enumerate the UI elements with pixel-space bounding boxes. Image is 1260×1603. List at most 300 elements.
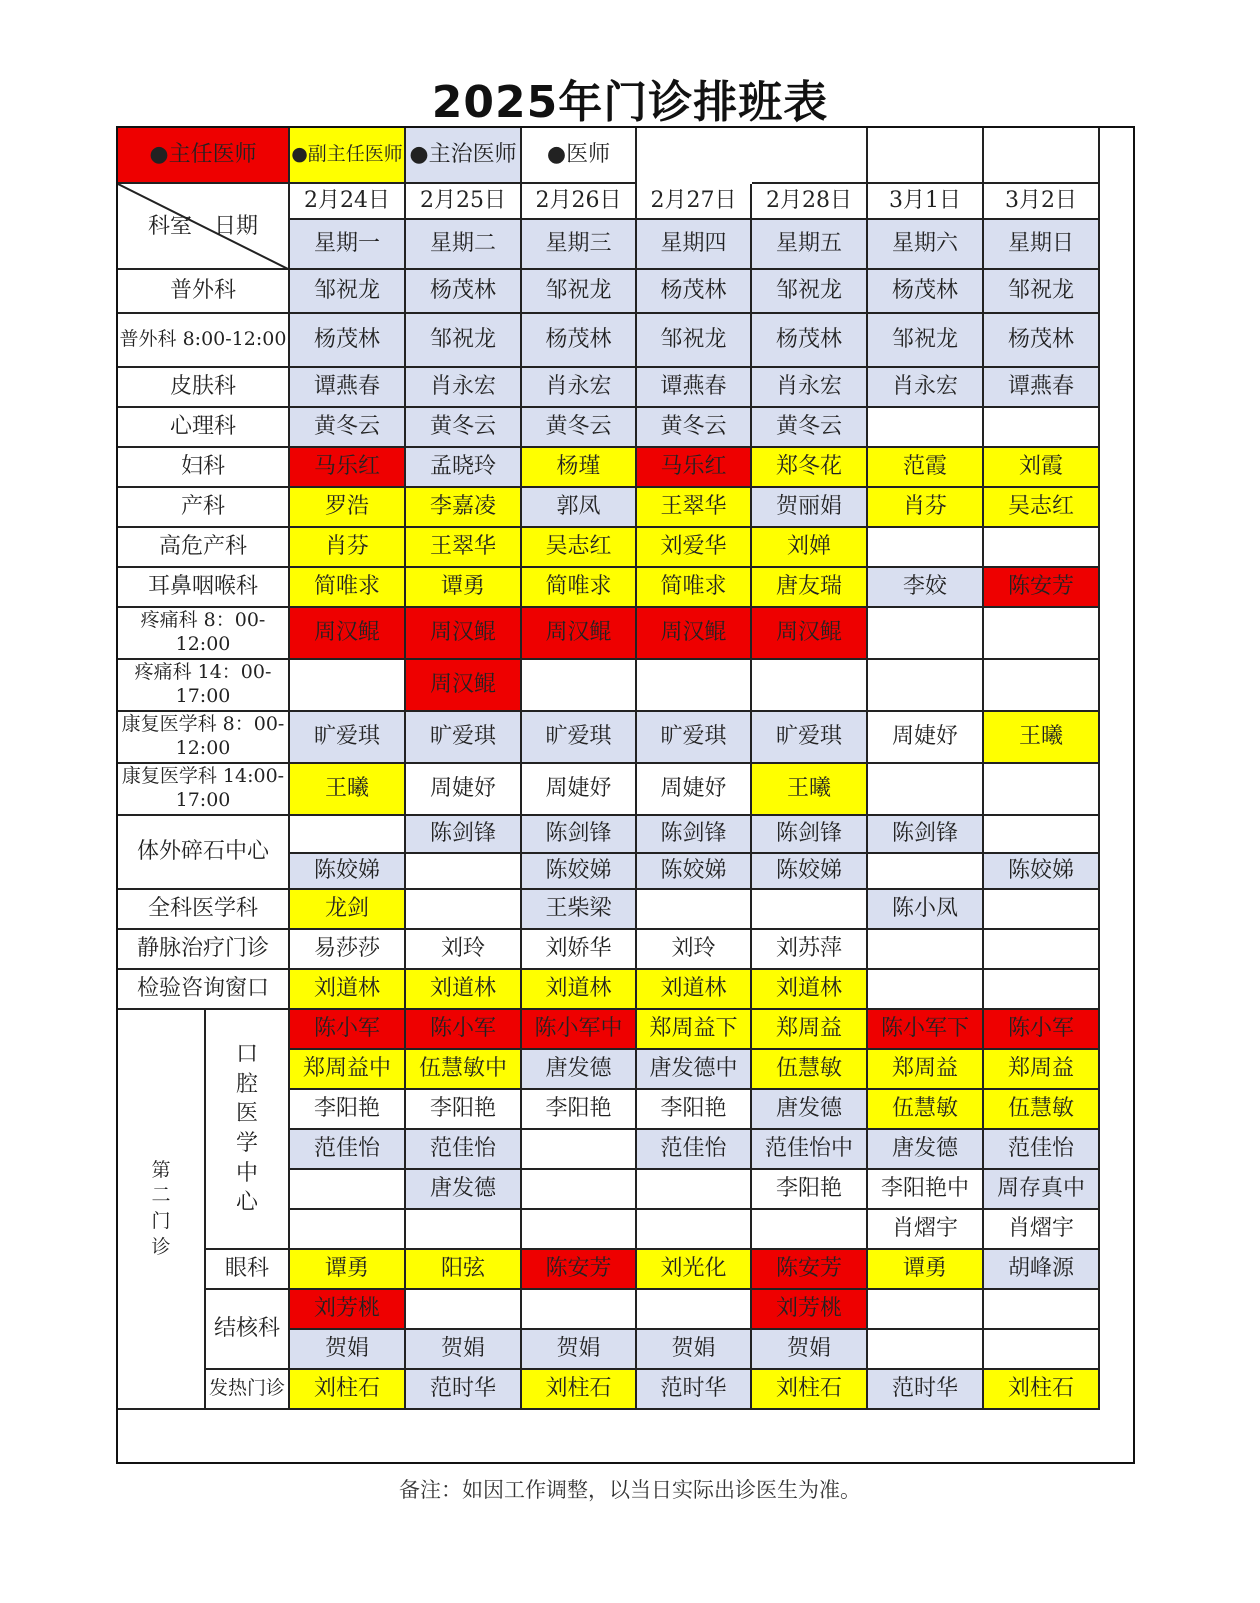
schedule-cell-text: 唐发德 (775, 1096, 842, 1122)
schedule-cell (637, 528, 752, 568)
schedule-cell (637, 608, 752, 660)
schedule-cell (522, 1330, 637, 1370)
schedule-cell-text: 李阳艳 (429, 1096, 496, 1122)
schedule-cell-text: 阳弦 (440, 1256, 485, 1282)
schedule-cell-text: 周汉鲲 (545, 620, 612, 646)
schedule-cell (868, 528, 984, 568)
schedule-cell (868, 1370, 984, 1410)
schedule-cell (290, 660, 406, 712)
schedule-cell-text: 杨茂林 (775, 327, 842, 353)
schedule-cell-text: 肖永宏 (775, 374, 842, 400)
dept-label (118, 270, 290, 314)
date-header-text: 2月24日 (304, 188, 390, 214)
schedule-cell (868, 270, 984, 314)
dept-label (118, 368, 290, 408)
dept-label-text: 康复医学科 14:00-17:00 (121, 765, 285, 811)
schedule-cell-text: 李阳艳 (660, 1096, 727, 1122)
schedule-cell (290, 1210, 406, 1250)
schedule-cell-text: 郑周益 (1007, 1056, 1074, 1082)
schedule-cell (637, 488, 752, 528)
schedule-cell (290, 314, 406, 368)
schedule-cell (406, 1290, 522, 1330)
schedule-cell-text: 简唯求 (660, 574, 727, 600)
schedule-cell (522, 368, 637, 408)
schedule-cell-text: 李阳艳中 (880, 1176, 969, 1202)
legend-item (406, 128, 522, 184)
schedule-cell (406, 712, 522, 764)
weekday-header (637, 220, 752, 270)
schedule-cell-text: 吴志红 (1007, 494, 1074, 520)
weekday-header (868, 220, 984, 270)
header-corner (118, 184, 290, 270)
schedule-cell-text: 唐发德 (891, 1136, 958, 1162)
schedule-cell-text: 刘柱石 (545, 1376, 612, 1402)
schedule-cell (984, 854, 1100, 890)
schedule-cell-text: 旷爱琪 (545, 724, 612, 750)
dept-label (118, 568, 290, 608)
schedule-cell (637, 1010, 752, 1050)
dept-label-text: 妇科 (180, 454, 225, 480)
schedule-cell (752, 1050, 868, 1090)
schedule-cell-text: 肖熠宇 (1007, 1216, 1074, 1242)
schedule-cell (868, 1090, 984, 1130)
schedule-cell-text: 范佳怡 (660, 1136, 727, 1162)
schedule-cell-text: 陈剑锋 (545, 821, 612, 847)
schedule-cell (522, 568, 637, 608)
schedule-cell (984, 1130, 1100, 1170)
schedule-cell-text: 谭勇 (902, 1256, 947, 1282)
schedule-cell-text: 杨茂林 (313, 327, 380, 353)
schedule-cell-text: 肖芬 (902, 494, 947, 520)
schedule-cell-text: 陈小凤 (891, 896, 958, 922)
schedule-cell (752, 1290, 868, 1330)
schedule-cell (984, 890, 1100, 930)
schedule-cell (868, 1130, 984, 1170)
schedule-cell-text: 周汉鲲 (775, 620, 842, 646)
schedule-cell (637, 712, 752, 764)
schedule-cell-text: 周婕妤 (891, 724, 958, 750)
schedule-cell (406, 1090, 522, 1130)
schedule-cell-text: 陈小军下 (880, 1016, 969, 1042)
schedule-cell-text: 伍慧敏 (775, 1056, 842, 1082)
schedule-cell-text: 陈小军 (313, 1016, 380, 1042)
schedule-cell-text: 黄冬云 (313, 414, 380, 440)
schedule-cell (290, 890, 406, 930)
schedule-cell (752, 448, 868, 488)
schedule-cell-text: 刘道林 (775, 976, 842, 1002)
schedule-cell (290, 764, 406, 816)
schedule-cell-text: 郑周益 (775, 1016, 842, 1042)
weekday-header-text: 星期一 (313, 231, 380, 257)
schedule-cell-text: 杨茂林 (545, 327, 612, 353)
schedule-cell-text: 刘玲 (671, 936, 716, 962)
schedule-cell (406, 1050, 522, 1090)
schedule-cell (637, 1090, 752, 1130)
date-header (406, 184, 522, 220)
schedule-cell (984, 1370, 1100, 1410)
schedule-cell (290, 1370, 406, 1410)
schedule-cell (522, 1090, 637, 1130)
schedule-cell (522, 270, 637, 314)
schedule-cell (522, 408, 637, 448)
schedule-cell (752, 1330, 868, 1370)
schedule-cell (406, 448, 522, 488)
schedule-cell-text: 伍慧敏中 (418, 1056, 507, 1082)
schedule-cell (752, 1250, 868, 1290)
dept-label-text: 静脉治疗门诊 (136, 936, 269, 962)
schedule-cell (752, 1210, 868, 1250)
schedule-cell (522, 608, 637, 660)
schedule-cell (522, 890, 637, 930)
schedule-cell (522, 1130, 637, 1170)
schedule-cell-text: 陈安芳 (775, 1256, 842, 1282)
schedule-cell (984, 448, 1100, 488)
schedule-cell (637, 930, 752, 970)
schedule-cell (290, 930, 406, 970)
schedule-cell-text: 周婕妤 (545, 776, 612, 802)
schedule-cell-text: 范时华 (891, 1376, 958, 1402)
schedule-cell-text: 肖芬 (324, 534, 369, 560)
schedule-cell-text: 郑周益中 (302, 1056, 391, 1082)
schedule-cell-text: 周汉鲲 (313, 620, 380, 646)
schedule-cell-text: 刘道林 (660, 976, 727, 1002)
weekday-header-text: 星期四 (660, 231, 727, 257)
schedule-cell (752, 488, 868, 528)
schedule-cell-text: 邹祝龙 (660, 327, 727, 353)
schedule-cell-text: 刘玲 (440, 936, 485, 962)
schedule-cell-text: 陈安芳 (1007, 574, 1074, 600)
schedule-cell (522, 1290, 637, 1330)
schedule-cell-text: 陈姣娣 (545, 858, 612, 884)
schedule-cell-text: 唐友瑞 (775, 574, 842, 600)
schedule-cell (868, 608, 984, 660)
schedule-cell-text: 陈姣娣 (1007, 858, 1074, 884)
schedule-cell (406, 528, 522, 568)
schedule-cell (290, 488, 406, 528)
schedule-cell (406, 930, 522, 970)
date-header-text: 2月28日 (766, 188, 852, 214)
schedule-cell-text: 肖永宏 (545, 374, 612, 400)
schedule-cell (290, 1170, 406, 1210)
schedule-cell (406, 368, 522, 408)
schedule-cell (868, 854, 984, 890)
dept-label-text: 耳鼻咽喉科 (147, 574, 258, 600)
schedule-cell (637, 1370, 752, 1410)
schedule-cell-text: 刘柱石 (1007, 1376, 1074, 1402)
schedule-cell (522, 488, 637, 528)
schedule-cell-text: 杨茂林 (891, 278, 958, 304)
schedule-cell-text: 王柴梁 (545, 896, 612, 922)
schedule-cell-text: 杨茂林 (660, 278, 727, 304)
schedule-cell-text: 陈姣娣 (775, 858, 842, 884)
schedule-cell-text: 吴志红 (545, 534, 612, 560)
schedule-cell (752, 368, 868, 408)
schedule-cell (868, 1050, 984, 1090)
schedule-cell-text: 旷爱琪 (429, 724, 496, 750)
schedule-cell-text: 李阳艳 (775, 1176, 842, 1202)
remark-note: 备注：如因工作调整，以当日实际出诊医生为准。 (399, 1478, 861, 1502)
schedule-cell-text: 邹祝龙 (1007, 278, 1074, 304)
schedule-cell (406, 1170, 522, 1210)
schedule-cell-text: 王翠华 (660, 494, 727, 520)
schedule-cell-text: 孟晓玲 (429, 454, 496, 480)
schedule-cell-text: 陈小军中 (534, 1016, 623, 1042)
schedule-cell (984, 1210, 1100, 1250)
dept-label (118, 712, 290, 764)
weekday-header-text: 星期日 (1007, 231, 1074, 257)
schedule-cell (522, 448, 637, 488)
dept-label (118, 488, 290, 528)
weekday-header (984, 220, 1100, 270)
schedule-cell-text: 杨茂林 (1007, 327, 1074, 353)
schedule-cell (290, 712, 406, 764)
dept-label-text: 产科 (180, 494, 225, 520)
schedule-cell-text: 范佳怡中 (764, 1136, 853, 1162)
schedule-cell-text: 刘爱华 (660, 534, 727, 560)
dept-label (118, 528, 290, 568)
schedule-cell (522, 816, 637, 854)
dept-label (118, 890, 290, 930)
schedule-cell (406, 890, 522, 930)
schedule-cell-text: 范佳怡 (313, 1136, 380, 1162)
schedule-cell-text: 郑周益 (891, 1056, 958, 1082)
schedule-cell-text: 肖永宏 (891, 374, 958, 400)
schedule-cell-text: 龙剑 (324, 896, 369, 922)
schedule-cell-text: 邹祝龙 (891, 327, 958, 353)
schedule-cell-text: 周汉鲲 (429, 672, 496, 698)
schedule-cell (752, 970, 868, 1010)
schedule-cell (984, 1010, 1100, 1050)
schedule-cell-text: 刘苏萍 (775, 936, 842, 962)
schedule-cell (984, 314, 1100, 368)
schedule-cell (290, 1330, 406, 1370)
schedule-cell (522, 660, 637, 712)
schedule-cell-text: 邹祝龙 (545, 278, 612, 304)
schedule-cell (637, 890, 752, 930)
schedule-cell (522, 1210, 637, 1250)
schedule-cell-text: 郑冬花 (775, 454, 842, 480)
schedule-cell-text: 黄冬云 (429, 414, 496, 440)
corner-date-label: 日期 (214, 214, 259, 239)
dept-label-text: 疼痛科 14：00-17:00 (134, 661, 272, 707)
schedule-cell (290, 1010, 406, 1050)
schedule-cell (868, 660, 984, 712)
schedule-cell (522, 1250, 637, 1290)
schedule-cell (522, 854, 637, 890)
schedule-cell-text: 陈小军 (429, 1016, 496, 1042)
schedule-cell (984, 368, 1100, 408)
legend-item (522, 128, 637, 184)
dept-label (118, 448, 290, 488)
schedule-cell-text: 范霞 (902, 454, 947, 480)
schedule-cell (868, 448, 984, 488)
schedule-cell (984, 488, 1100, 528)
schedule-cell (522, 712, 637, 764)
schedule-cell-text: 旷爱琪 (313, 724, 380, 750)
schedule-cell-text: 陈姣娣 (660, 858, 727, 884)
schedule-cell (406, 608, 522, 660)
schedule-cell (752, 890, 868, 930)
schedule-cell (406, 568, 522, 608)
weekday-header (752, 220, 868, 270)
schedule-cell-text: 旷爱琪 (775, 724, 842, 750)
schedule-cell (868, 1290, 984, 1330)
schedule-cell-text: 贺丽娟 (775, 494, 842, 520)
schedule-cell-text: 黄冬云 (545, 414, 612, 440)
schedule-cell (637, 448, 752, 488)
schedule-cell (868, 1170, 984, 1210)
schedule-cell (868, 712, 984, 764)
schedule-cell-text: 简唯求 (313, 574, 380, 600)
schedule-cell (406, 314, 522, 368)
schedule-cell-text: 郑周益下 (649, 1016, 738, 1042)
schedule-cell-text: 刘娇华 (545, 936, 612, 962)
schedule-cell-text: 贺娟 (324, 1336, 369, 1362)
schedule-cell (290, 408, 406, 448)
schedule-cell (984, 712, 1100, 764)
dept-label-text: 体外碎石中心 (136, 839, 269, 865)
schedule-cell (406, 1010, 522, 1050)
schedule-cell (406, 1210, 522, 1250)
schedule-cell (637, 970, 752, 1010)
schedule-cell-text: 陈小军 (1007, 1016, 1074, 1042)
schedule-cell (752, 816, 868, 854)
schedule-cell (752, 528, 868, 568)
schedule-cell-text: 谭勇 (440, 574, 485, 600)
schedule-cell-text: 邹祝龙 (313, 278, 380, 304)
legend-empty-cell (984, 128, 1100, 184)
schedule-cell-text: 陈剑锋 (429, 821, 496, 847)
schedule-cell-text: 杨茂林 (429, 278, 496, 304)
schedule-cell (868, 1210, 984, 1250)
schedule-cell-text: 肖熠宇 (891, 1216, 958, 1242)
schedule-cell (406, 764, 522, 816)
schedule-table (116, 126, 1135, 1464)
weekday-header-text: 星期二 (429, 231, 496, 257)
schedule-cell-text: 范时华 (429, 1376, 496, 1402)
schedule-cell-text: 贺娟 (556, 1336, 601, 1362)
legend-item (118, 128, 290, 184)
schedule-cell (868, 314, 984, 368)
oral-center-label-text: 口腔医学中心 (236, 1041, 259, 1216)
schedule-cell (290, 970, 406, 1010)
schedule-cell (522, 764, 637, 816)
dept-label (118, 314, 290, 368)
schedule-cell-text: 简唯求 (545, 574, 612, 600)
legend-item-text: ●主任医师 (149, 142, 257, 168)
schedule-cell-text: 刘柱石 (313, 1376, 380, 1402)
schedule-cell (984, 1170, 1100, 1210)
dept-label (118, 660, 290, 712)
schedule-cell-text: 王翠华 (429, 534, 496, 560)
schedule-cell (752, 764, 868, 816)
schedule-cell (637, 1130, 752, 1170)
schedule-cell (522, 1170, 637, 1210)
schedule-cell (984, 1050, 1100, 1090)
schedule-cell (752, 270, 868, 314)
schedule-cell-text: 陈姣娣 (313, 858, 380, 884)
schedule-cell-text: 胡峰源 (1007, 1256, 1074, 1282)
schedule-cell-text: 旷爱琪 (660, 724, 727, 750)
schedule-cell (406, 660, 522, 712)
schedule-cell (984, 1290, 1100, 1330)
dept-label-text: 心理科 (169, 414, 236, 440)
schedule-cell (406, 854, 522, 890)
schedule-cell (522, 314, 637, 368)
schedule-cell-text: 黄冬云 (660, 414, 727, 440)
schedule-cell-text: 肖永宏 (429, 374, 496, 400)
schedule-cell-text: 谭燕春 (660, 374, 727, 400)
schedule-cell-text: 邹祝龙 (429, 327, 496, 353)
dept-label-text: 皮肤科 (169, 374, 236, 400)
schedule-cell-text: 李阳艳 (313, 1096, 380, 1122)
schedule-cell (752, 408, 868, 448)
schedule-cell (984, 528, 1100, 568)
schedule-cell-text: 贺娟 (671, 1336, 716, 1362)
schedule-cell (406, 270, 522, 314)
corner-diagonal (118, 184, 290, 270)
schedule-cell (290, 1290, 406, 1330)
schedule-cell (752, 568, 868, 608)
legend-item-text: ●副主任医师 (291, 143, 403, 166)
schedule-cell (290, 528, 406, 568)
legend-item-text: ●医师 (546, 142, 611, 168)
schedule-cell (984, 660, 1100, 712)
schedule-cell (752, 1130, 868, 1170)
schedule-cell-text: 刘柱石 (775, 1376, 842, 1402)
dept-label-text: 普外科 8:00-12:00 (119, 328, 287, 351)
schedule-cell (637, 368, 752, 408)
schedule-cell (868, 1250, 984, 1290)
schedule-cell (637, 854, 752, 890)
date-header (752, 184, 868, 220)
schedule-cell (406, 816, 522, 854)
date-header-text: 3月2日 (1005, 188, 1077, 214)
schedule-cell (868, 816, 984, 854)
schedule-cell-text: 李姣 (902, 574, 947, 600)
schedule-cell (406, 1370, 522, 1410)
schedule-cell-text: 李阳艳 (545, 1096, 612, 1122)
schedule-cell-text: 范佳怡 (429, 1136, 496, 1162)
weekday-header-text: 星期三 (545, 231, 612, 257)
schedule-cell (752, 1170, 868, 1210)
schedule-cell-text: 周婕妤 (429, 776, 496, 802)
schedule-cell (868, 764, 984, 816)
schedule-cell (637, 816, 752, 854)
schedule-cell (637, 1330, 752, 1370)
schedule-cell (984, 764, 1100, 816)
schedule-cell-text: 谭勇 (324, 1256, 369, 1282)
legend-empty-cell (752, 128, 868, 184)
schedule-cell-text: 刘霞 (1018, 454, 1063, 480)
schedule-cell (290, 568, 406, 608)
schedule-cell (637, 270, 752, 314)
schedule-cell-text: 刘婵 (786, 534, 831, 560)
schedule-cell-text: 范佳怡 (1007, 1136, 1074, 1162)
date-header-text: 3月1日 (889, 188, 961, 214)
tb-dept-label-text: 结核科 (213, 1316, 280, 1342)
schedule-cell (290, 368, 406, 408)
schedule-cell (522, 1050, 637, 1090)
schedule-cell-text: 王曦 (324, 776, 369, 802)
schedule-cell-text: 刘道林 (429, 976, 496, 1002)
schedule-cell-text: 陈剑锋 (775, 821, 842, 847)
date-header-text: 2月25日 (420, 188, 506, 214)
schedule-cell (752, 660, 868, 712)
schedule-cell-text: 谭燕春 (313, 374, 380, 400)
schedule-cell-text: 陈安芳 (545, 1256, 612, 1282)
eye-dept-label-text: 眼科 (224, 1256, 269, 1282)
